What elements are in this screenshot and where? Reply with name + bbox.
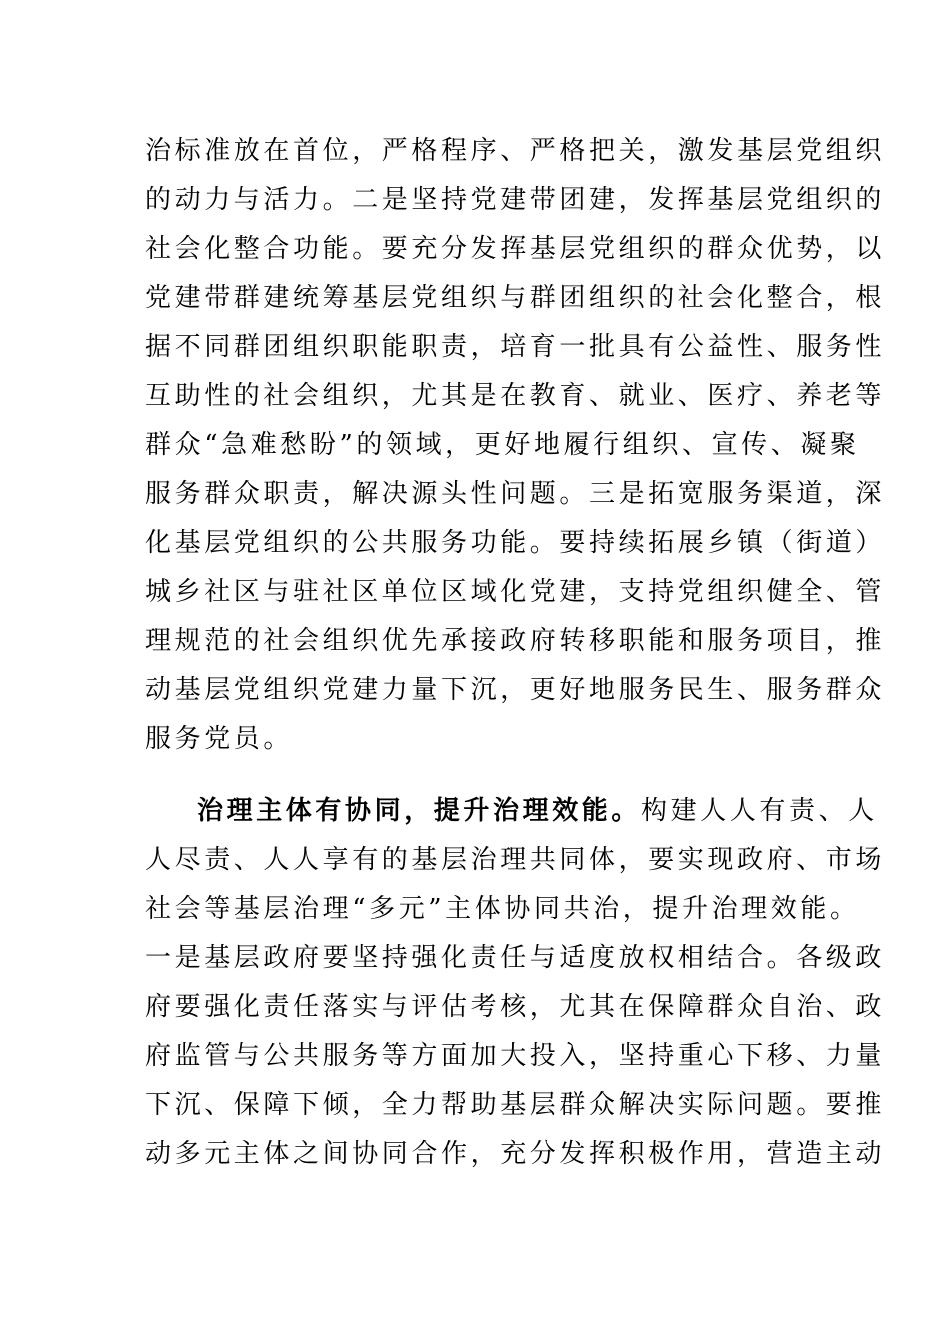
paragraph-line: 府要强化责任落实与评估考核，尤其在保障群众自治、政 (145, 992, 886, 1022)
paragraph-line-text: 构建人人有责、人 (641, 796, 878, 826)
paragraph-line: 群众“急难愁盼”的领域，更好地履行组织、宣传、凝聚 (145, 430, 860, 460)
paragraph-line: 下沉、保障下倾，全力帮助基层群众解决实际问题。要推 (145, 1090, 886, 1120)
paragraph-line: 化基层党组织的公共服务功能。要持续拓展乡镇（街道） (145, 528, 886, 558)
body-paragraph (145, 127, 886, 764)
paragraph-line: 一是基层政府要坚持强化责任与适度放权相结合。各级政 (145, 943, 886, 973)
paragraph-line: 服务党员。 (145, 724, 294, 754)
paragraph-line: 互助性的社会组织，尤其是在教育、就业、医疗、养老等 (145, 381, 886, 411)
paragraph-line: 服务群众职责，解决源头性问题。三是拓宽服务渠道，深 (145, 479, 886, 509)
paragraph-line: 治标准放在首位，严格程序、严格把关，激发基层党组织 (145, 136, 886, 166)
body-paragraph (145, 787, 886, 1179)
paragraph-first-line (145, 787, 878, 836)
paragraph-line: 府监管与公共服务等方面加大投入，坚持重心下移、力量 (145, 1041, 886, 1071)
paragraph-lead-heading: 治理主体有协同，提升治理效能。 (197, 796, 642, 826)
paragraph-line: 据不同群团组织职能职责，培育一批具有公益性、服务性 (145, 332, 886, 362)
paragraph-line: 动基层党组织党建力量下沉，更好地服务民生、服务群众 (145, 675, 886, 705)
paragraph-line: 社会化整合功能。要充分发挥基层党组织的群众优势，以 (145, 234, 886, 264)
paragraph-line: 动多元主体之间协同合作，充分发挥积极作用，营造主动 (145, 1139, 886, 1169)
paragraph-line: 党建带群建统筹基层党组织与群团组织的社会化整合，根 (145, 283, 886, 313)
paragraph-line: 社会等基层治理“多元”主体协同共治，提升治理效能。 (145, 894, 860, 924)
paragraph-line: 城乡社区与驻社区单位区域化党建，支持党组织健全、管 (145, 577, 886, 607)
paragraph-line: 人尽责、人人享有的基层治理共同体，要实现政府、市场 (145, 845, 886, 875)
paragraph-line: 的动力与活力。二是坚持党建带团建，发挥基层党组织的 (145, 185, 886, 215)
paragraph-line: 理规范的社会组织优先承接政府转移职能和服务项目，推 (145, 626, 886, 656)
